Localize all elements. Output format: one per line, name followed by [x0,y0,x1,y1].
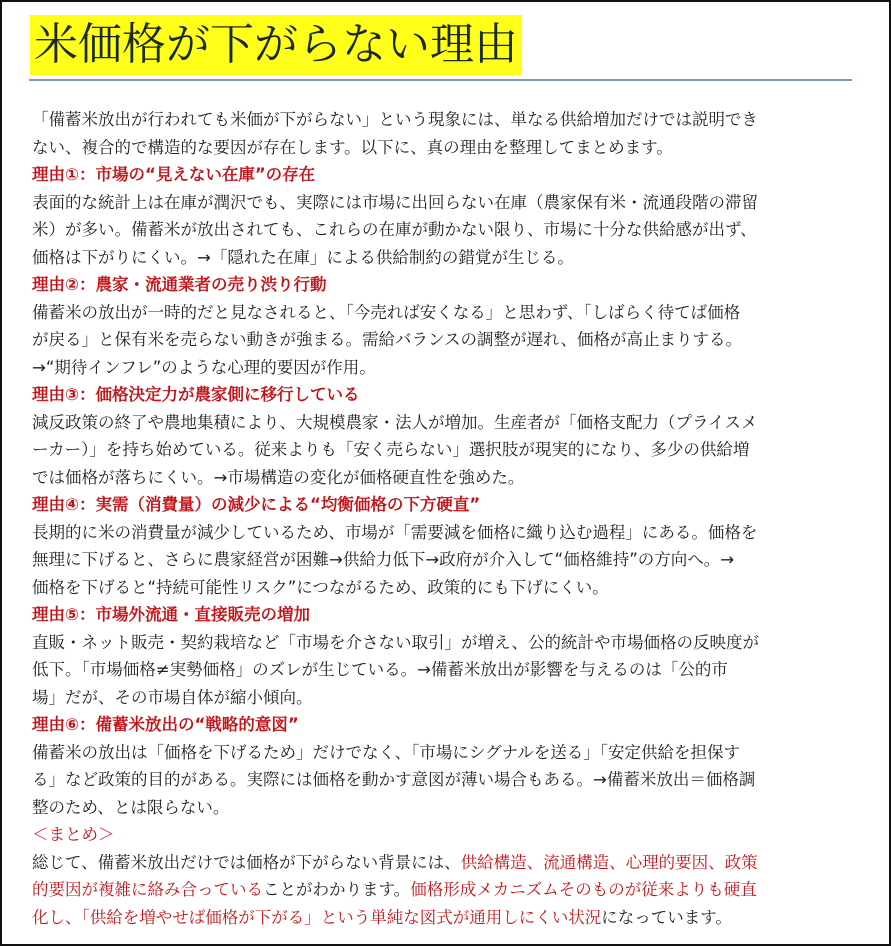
summary-line [32,849,862,877]
summary-text: になっています。 [601,907,732,927]
reason-heading: 理由④：実需（消費量）の減少による“均衡価格の下方硬直” [32,495,481,514]
reason-heading: 理由⑥：備蓄米放出の“戦略的意図” [32,715,299,734]
reason-section [32,601,862,711]
reason-section [32,491,862,601]
reason-text-line: ーカー）」を持ち始めている。従来よりも「安く売らない」選択肢が現実的になり、多少の供給増 [32,440,750,459]
reason-text-line: が戻る」と保有米を売らない動きが強まる。需給バランスの調整が遅れ、価格が高止まりする。 [32,330,742,349]
reason-text-line: る」など政策的目的がある。実際には価格を動かす意図が薄い場合もある。→備蓄米放出＝価格調 [32,770,756,789]
reason-section [32,161,862,271]
summary-emphasis: 価格形成メカニズムそのものが従来よりも硬直 [410,880,757,899]
summary-text: ことがわかります。 [263,880,411,899]
reason-text-line: 備蓄米の放出が一時的だと見なされると、「今売れば安くなる」と思わず、「しばらく待てば価格 [32,302,741,322]
reason-heading: 理由⑤：市場外流通・直接販売の増加 [32,605,310,624]
intro-line: 「備蓄米放出が行われても米価が下がらない」という現象には、単なる供給増加だけでは説明でき [32,110,758,129]
reason-text-line: 無理に下げると、さらに農家経営が困難→供給力低下→政府が介入して“価格維持”の方向へ。→ [32,550,735,569]
reason-text-line: 価格を下げると“持続可能性リスク”につながるため、政策的にも下げにくい。 [32,577,609,597]
reason-text-line: 減反政策の終了や農地集積により、大規模農家・法人が増加。生産者が「価格支配力（プライスメ [32,412,758,432]
reason-text-line: 場」だが、その市場自体が縮小傾向。 [32,687,313,707]
reason-text-line: 米）が多い。備蓄米が放出されても、これらの在庫が動かない限り、市場に十分な供給感が出ず、 [32,220,757,239]
reason-text-line: →“期待インフレ”のような心理的要因が作用。 [32,357,376,377]
reason-section [32,711,862,821]
reason-text-line: 整のため、とは限らない。 [32,797,230,817]
summary-section [32,821,862,931]
reason-text-line: 低下。「市場価格≠実勢価格」のズレが生じている。→備蓄米放出が影響を与えるのは「公的市 [32,660,728,679]
reason-section [32,271,862,381]
reason-text-line: 長期的に米の消費量が減少しているため、市場が「需要減を価格に織り込む過程」にある。価格を [32,522,758,542]
summary-emphasis: 化し、「供給を増やせば価格が下がる」という単純な図式が通用しにくい状況 [32,907,602,927]
title-divider [29,79,852,81]
reason-heading: 理由②：農家・流通業者の売り渋り行動 [32,275,327,294]
summary-line [32,876,862,904]
reason-text-line: 直販・ネット販売・契約栽培など「市場を介さない取引」が増え、公的統計や市場価格の反映度が [32,632,759,652]
page-title: 米価格が下がらない理由 [30,15,522,75]
intro-line: ない、複合的で構造的な要因が存在します。以下に、真の理由を整理してまとめます。 [32,137,673,157]
reason-text-line: 備蓄米の放出は「価格を下げるため」だけでなく、「市場にシグナルを送る」「安定供給を担保す [32,742,741,762]
summary-text: 総じて、備蓄米放出だけでは価格が下がらない背景には、 [32,852,461,872]
reason-section [32,381,862,491]
document-body [32,106,862,931]
summary-emphasis: 的要因が複雑に絡み合っている [32,880,263,899]
summary-line [32,904,862,932]
reason-text-line: では価格が落ちにくい。→市場構造の変化が価格硬直性を強めた。 [32,467,525,487]
reason-heading: 理由①：市場の“見えない在庫”の存在 [32,165,316,184]
intro-paragraph [32,106,862,161]
summary-emphasis: 供給構造、流通構造、心理的要因、政策 [460,852,758,872]
reason-heading: 理由③：価格決定力が農家側に移行している [32,385,360,404]
reason-text-line: 表面的な統計上は在庫が潤沢でも、実際には市場に出回らない在庫（農家保有米・流通段階の滞留 [32,192,758,212]
summary-heading: ＜まとめ＞ [32,825,115,844]
reason-text-line: 価格は下がりにくい。→「隠れた在庫」による供給制約の錯覚が生じる。 [32,247,574,267]
